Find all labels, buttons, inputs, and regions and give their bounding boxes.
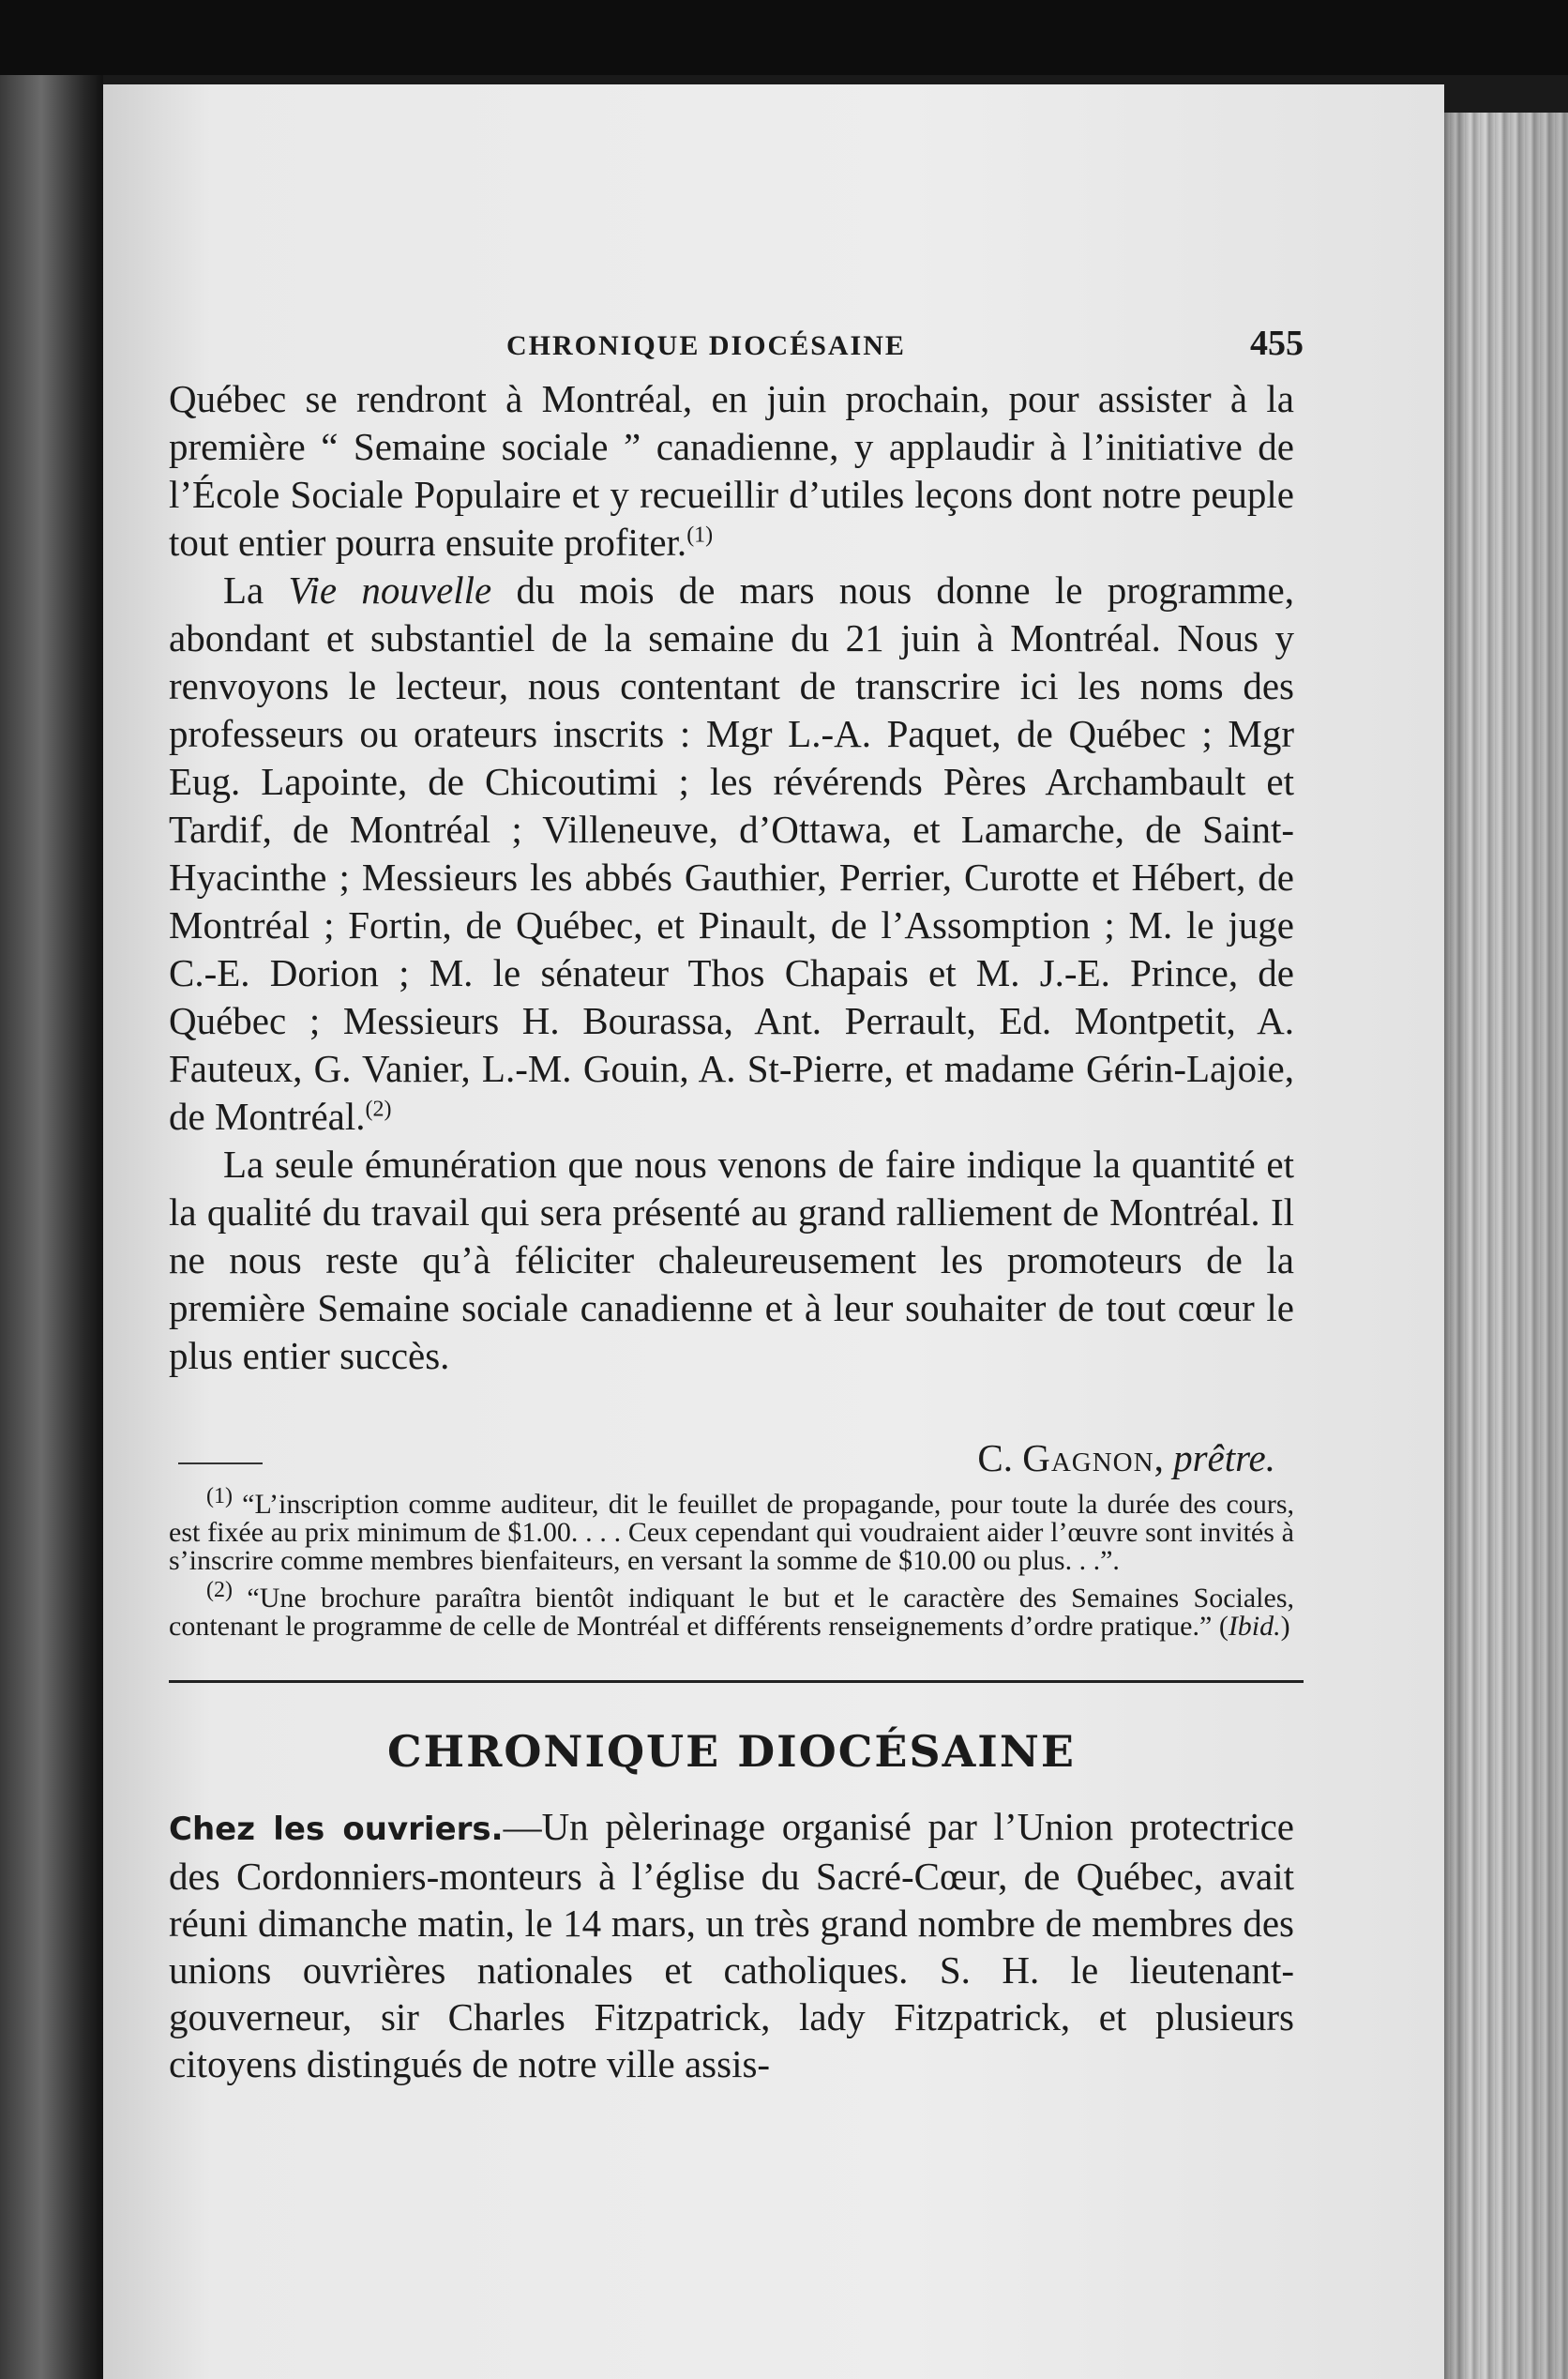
page-content <box>169 319 1304 2087</box>
section-text <box>169 1803 1294 2087</box>
section-divider <box>169 1680 1304 1683</box>
footnote-1: $^{(1)}$ “L’inscription comme auditeur, dit le feuillet de propagande, pour toute la durée des cours, est fixée au prix minimum de $1.00. . . . Ceux cependant qui voudraient aider l’œuvre sont invités à s’inscrire comme membres bienfaiteurs, en versant la somme de $10.00 ou plus. . .”. <box>169 1484 1294 1576</box>
journal-title: Vie nouvelle <box>288 568 492 612</box>
section-paragraph: Chez les ouvriers.—Un pèlerinage organisé par l’Union protectrice des Cordonniers-monteurs à l’église du Sacré-Cœur, de Québec, avait réuni dimanche matin, le 14 mars, un très grand nombre de membres des unions ouvrières nationales et catholiques. S. H. le lieutenant-gouverneur, sir Charles Fitzpatrick, lady Fitzpatrick, et plusieurs citoyens distingués de notre ville assis- <box>169 1805 1294 2085</box>
run-in-heading: Chez les ouvriers. <box>169 1811 504 1848</box>
left-page-edge <box>0 75 103 2379</box>
footnote-2: $^{(2)}$ “Une brochure paraîtra bientôt indiquant le but et le caractère des Semaines Sociales, contenant le programme de celle de Montréal et différents renseignements d’ordre pratique.” (Ibid.) <box>169 1578 1294 1642</box>
book-page <box>103 84 1444 2379</box>
signature: C. Gagnon, prêtre. <box>977 1436 1275 1479</box>
running-title: CHRONIQUE DIOCÉSAINE <box>506 330 906 361</box>
signature-role: prêtre. <box>1173 1436 1275 1479</box>
right-page-edge <box>1435 113 1568 2379</box>
paragraph-3: La seule émunération que nous venons de faire indique la quantité et la qualité du travail qui sera présenté au grand ralliement de Montréal. Il ne nous reste qu’à féliciter chaleureusement les promoteurs de la première Semaine sociale canadienne et à leur souhaiter de tout cœur le plus entier succès. <box>169 1143 1294 1377</box>
footnote-rule <box>178 1462 263 1464</box>
footnotes <box>169 1484 1294 1642</box>
note-ref-1: (1) <box>686 523 714 548</box>
note-ref-2: (2) <box>365 1097 392 1122</box>
section-title: CHRONIQUE DIOCÉSAINE <box>387 1726 1076 1777</box>
running-header <box>169 319 1304 375</box>
body-text <box>169 375 1294 1380</box>
page-number: 455 <box>1250 324 1304 363</box>
paragraph-2: La Vie nouvelle du mois de mars nous donne le programme, abondant et substantiel de la semaine du 21 juin à Montréal. Nous y renvoyons le lecteur, nous contentant de transcrire ici les noms des professeurs ou orateurs inscrits : Mgr L.-A. Paquet, de Québec ; Mgr Eug. Lapointe, de Chicoutimi ; les révérends Pères Archambault et Tardif, de Montréal ; Villeneuve, d’Ottawa, et Lamarche, de Saint-Hyacinthe ; Messieurs les abbés Gauthier, Perrier, Curotte et Hébert, de Montréal ; Fortin, de Québec, et Pinault, de l’Assomption ; M. le juge C.-E. Dorion ; M. le sénateur Thos Chapais et M. J.-E. Prince, de Québec ; Messieurs H. Bourassa, Ant. Perrault, Ed. Montpetit, A. Fauteux, G. Vanier, L.-M. Gouin, A. St-Pierre, et madame Gérin-Lajoie, de Montréal.$^{(2)}$ <box>169 568 1294 1138</box>
scanner-frame-top <box>0 0 1568 75</box>
paragraph-1: Québec se rendront à Montréal, en juin prochain, pour assister à la première “ Semaine sociale ” canadienne, y applaudir à l’initiative de l’École Sociale Populaire et y recueillir d’utiles leçons dont notre peuple tout entier pourra ensuite profiter.$^{(1)}$ <box>169 377 1294 564</box>
signature-name: Gagnon <box>1022 1436 1154 1479</box>
